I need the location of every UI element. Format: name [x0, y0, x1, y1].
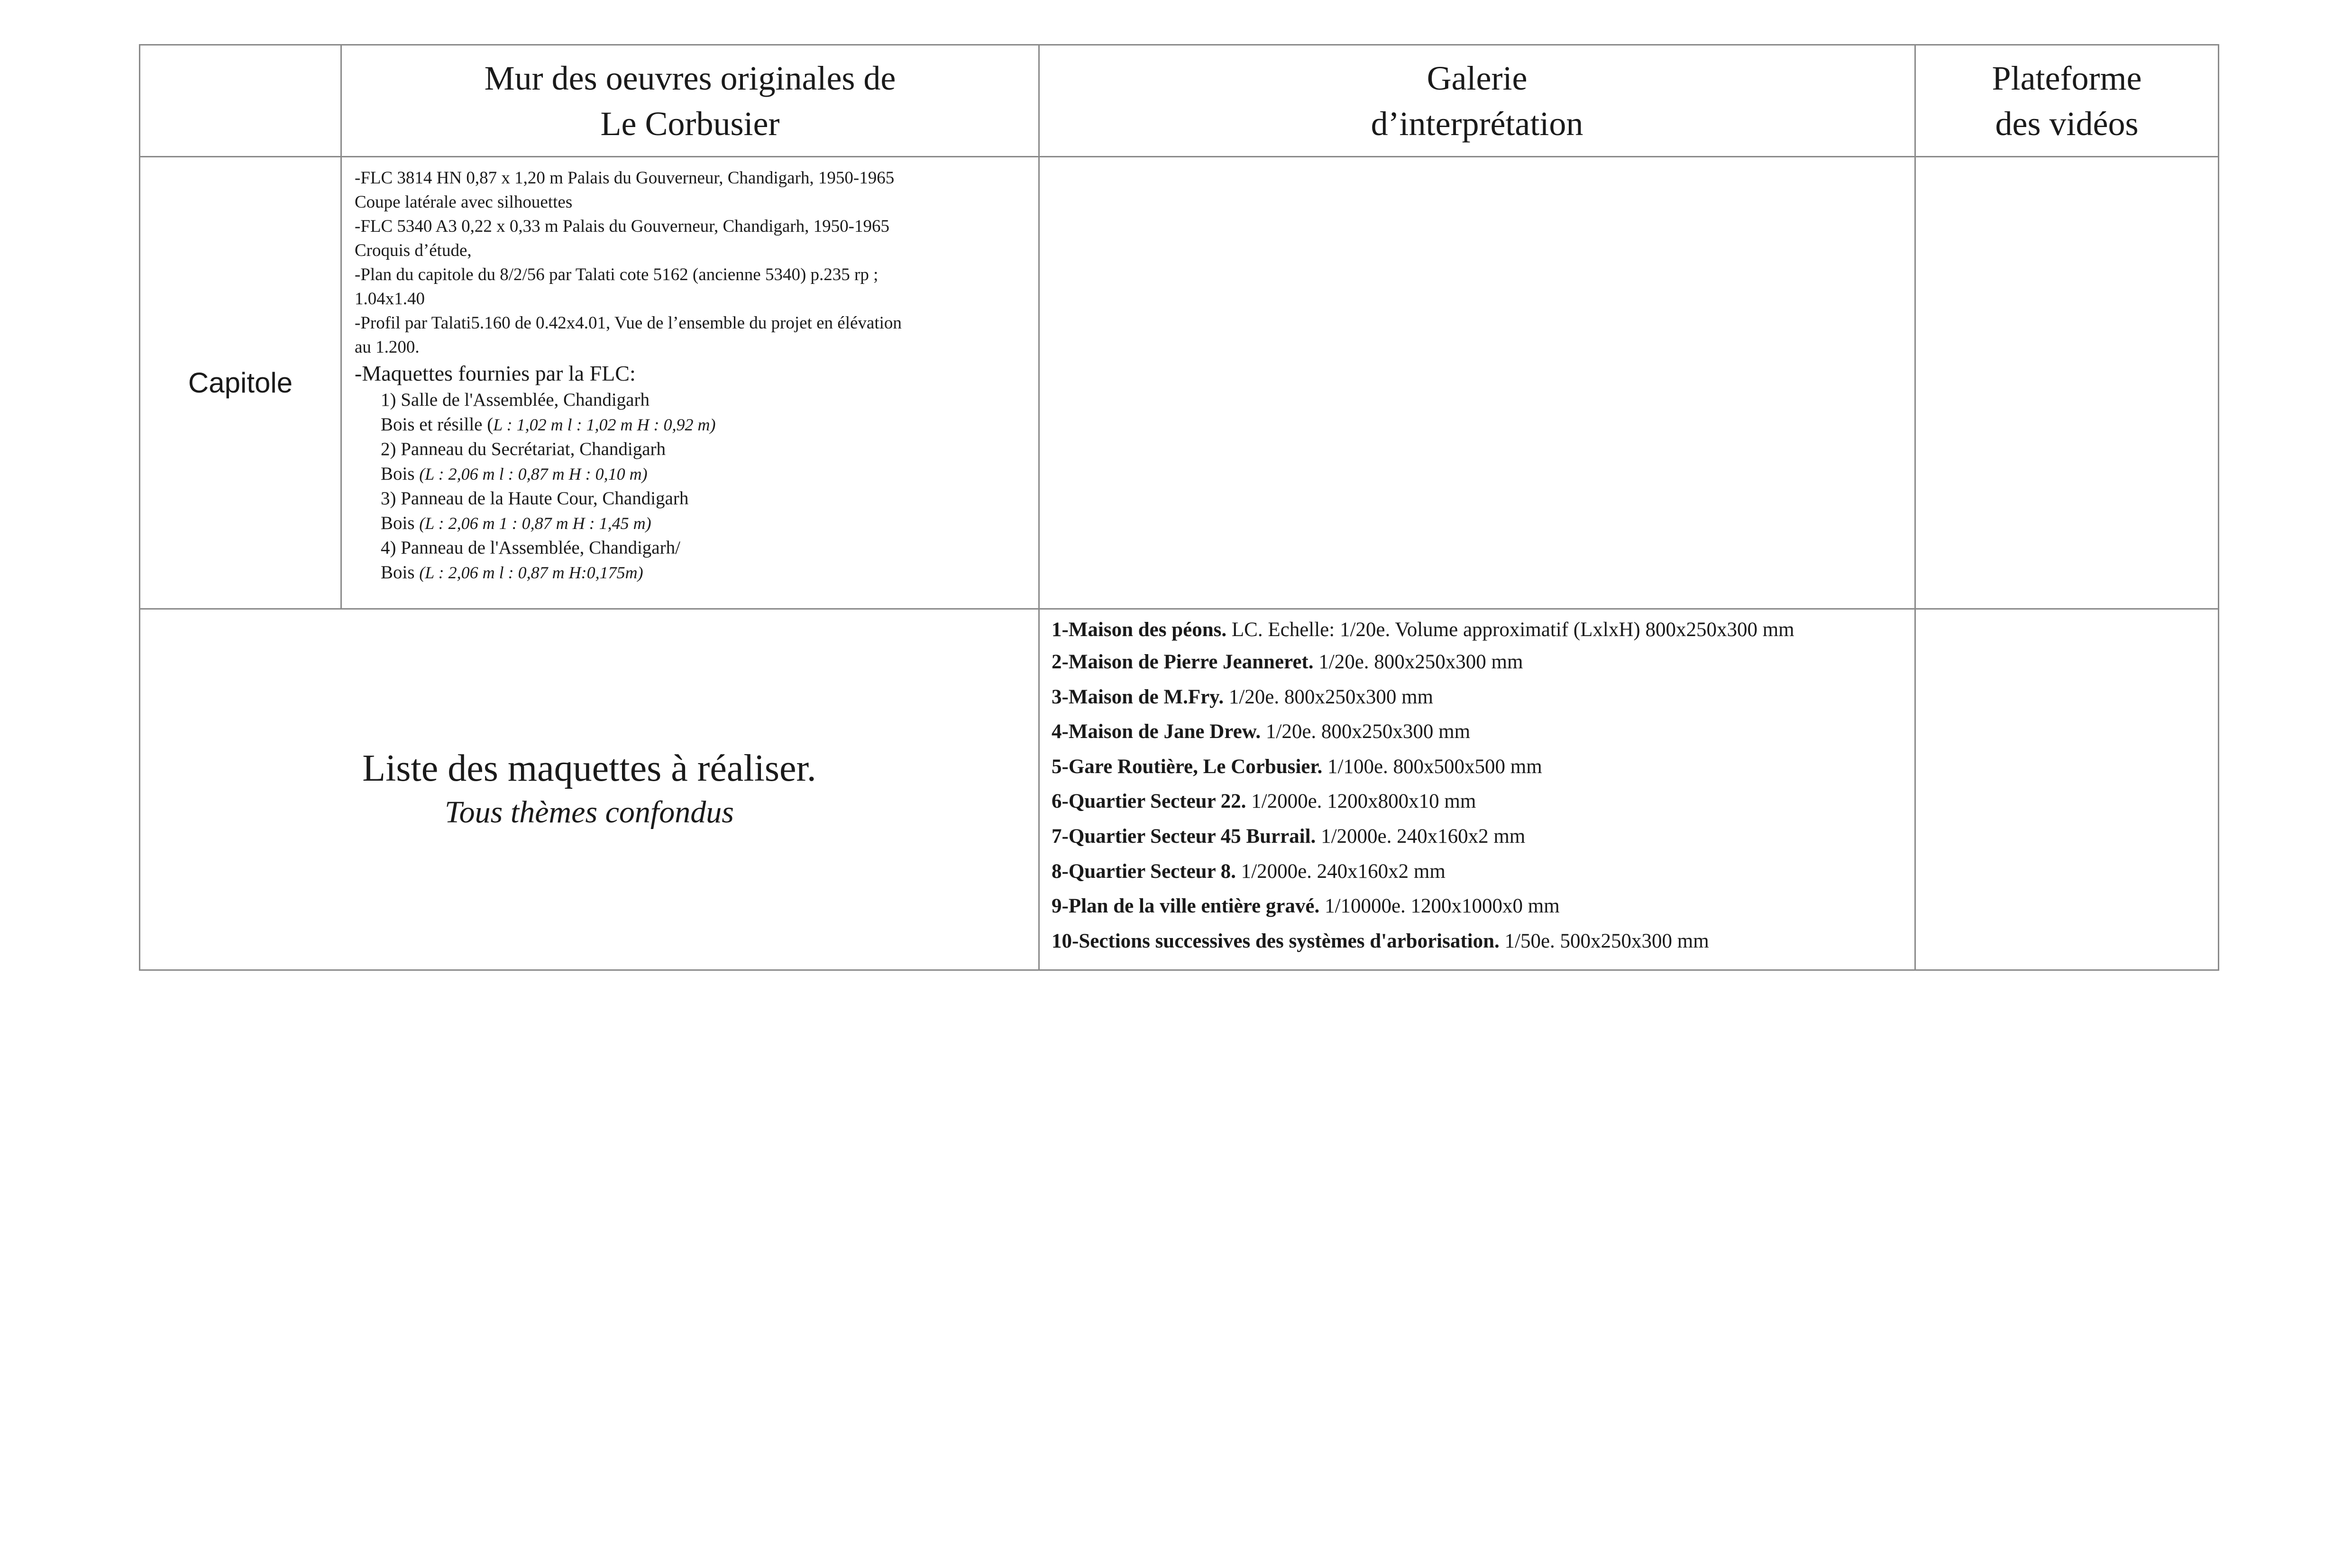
list-item-detail: 1/2000e. 240x160x2 mm	[1235, 860, 1446, 883]
list-item-detail: 1/100e. 800x500x500 mm	[1322, 755, 1542, 778]
work-line: au 1.200.	[355, 337, 420, 357]
model-dimensions: L : 1,02 m l : 1,02 m H : 0,92 m)	[493, 415, 716, 434]
table-border-right	[2218, 44, 2219, 971]
work-line: 1.04x1.40	[355, 289, 425, 309]
model-material: Bois et résille (	[381, 414, 494, 435]
list-item-name: 1-Maison des péons.	[1052, 619, 1227, 641]
header-empty-cell	[140, 46, 340, 156]
header-interpretation-gallery	[1040, 46, 1914, 156]
model-item	[355, 536, 1038, 585]
model-title: 2) Panneau du Secrétariat, Chandigarh	[381, 439, 666, 459]
model-item	[355, 437, 1038, 486]
list-item	[1052, 680, 1914, 715]
work-line: Croquis d’étude,	[355, 241, 472, 260]
header-video-line2: des vidéos	[1995, 104, 2139, 143]
capitole-gallery-cell	[1040, 157, 1914, 608]
header-original-works-line1: Mur des oeuvres originales de	[484, 59, 896, 97]
list-item-name: 9-Plan de la ville entière gravé.	[1052, 895, 1320, 918]
model-material: Bois	[381, 464, 420, 484]
work-line: -Plan du capitole du 8/2/56 par Talati cote 5162 (ancienne 5340) p.235 rp ;	[355, 265, 879, 284]
work-line: -FLC 5340 A3 0,22 x 0,33 m Palais du Gouverneur, Chandigarh, 1950-1965	[355, 217, 889, 236]
capitole-original-works	[342, 157, 1038, 608]
header-gallery-line1: Galerie	[1427, 59, 1528, 97]
header-original-works-line2: Le Corbusier	[600, 104, 780, 143]
model-item	[355, 486, 1038, 536]
list-item-detail: 1/10000e. 1200x1000x0 mm	[1319, 895, 1560, 918]
list-item-detail: LC. Echelle: 1/20e. Volume approximatif (LxlxH) 800x250x300 mm	[1226, 619, 1794, 641]
header-video-platform	[1916, 46, 2218, 156]
model-dimensions: (L : 2,06 m 1 : 0,87 m H : 1,45 m)	[419, 514, 651, 533]
list-item	[1052, 784, 1914, 819]
capitole-video-cell	[1916, 157, 2218, 608]
list-item-detail: 1/20e. 800x250x300 mm	[1224, 685, 1434, 708]
model-material: Bois	[381, 562, 420, 583]
models-to-build-list	[1040, 610, 1914, 969]
model-description	[381, 412, 1038, 437]
model-material: Bois	[381, 513, 420, 533]
list-item-detail: 1/2000e. 240x160x2 mm	[1316, 825, 1526, 848]
table-border-bottom	[139, 969, 2219, 971]
overview-table	[139, 44, 2219, 971]
models-list-title: Liste des maquettes à réaliser.	[362, 747, 816, 789]
list-item-name: 2-Maison de Pierre Jeanneret.	[1052, 651, 1314, 673]
header-original-works	[342, 46, 1038, 156]
model-description	[381, 511, 1038, 536]
list-item-name: 3-Maison de M.Fry.	[1052, 685, 1224, 708]
list-item-name: 8-Quartier Secteur 8.	[1052, 860, 1236, 883]
list-item-name: 5-Gare Routière, Le Corbusier.	[1052, 755, 1323, 778]
work-line: -FLC 3814 HN 0,87 x 1,20 m Palais du Gouverneur, Chandigarh, 1950-1965	[355, 168, 895, 188]
model-dimensions: (L : 2,06 m l : 0,87 m H:0,175m)	[419, 563, 643, 582]
model-description	[381, 560, 1038, 585]
list-item-detail: 1/2000e. 1200x800x10 mm	[1246, 790, 1476, 813]
work-line: -Profil par Talati5.160 de 0.42x4.01, Vue de l’ensemble du projet en élévation	[355, 313, 902, 333]
list-item-name: 4-Maison de Jane Drew.	[1052, 720, 1261, 743]
work-line: Coupe latérale avec silhouettes	[355, 192, 573, 212]
list-item-detail: 1/50e. 500x250x300 mm	[1499, 930, 1709, 952]
model-title: 3) Panneau de la Haute Cour, Chandigarh	[381, 488, 689, 509]
model-description	[381, 462, 1038, 486]
models-heading: -Maquettes fournies par la FLC:	[355, 361, 636, 385]
capitole-label: Capitole	[188, 367, 293, 399]
list-item-name: 7-Quartier Secteur 45 Burrail.	[1052, 825, 1316, 848]
list-item-detail: 1/20e. 800x250x300 mm	[1313, 651, 1523, 673]
model-dimensions: (L : 2,06 m l : 0,87 m H : 0,10 m)	[419, 465, 648, 483]
list-item	[1052, 854, 1914, 889]
models-video-cell	[1916, 610, 2218, 969]
list-item-name: 6-Quartier Secteur 22.	[1052, 790, 1246, 813]
list-item	[1052, 924, 1914, 959]
header-gallery-line2: d’interprétation	[1371, 104, 1583, 143]
capitole-label-cell	[140, 157, 340, 608]
models-list-title-cell	[140, 610, 1038, 969]
model-item	[355, 388, 1038, 437]
list-item	[1052, 645, 1914, 680]
list-item	[1052, 714, 1914, 749]
header-video-line1: Plateforme	[1992, 59, 2142, 97]
model-title: 4) Panneau de l'Assemblée, Chandigarh/	[381, 538, 680, 558]
list-item	[1052, 749, 1914, 784]
list-item	[1052, 615, 1914, 645]
list-item	[1052, 889, 1914, 924]
model-title: 1) Salle de l'Assemblée, Chandigarh	[381, 390, 650, 410]
list-item-name: 10-Sections successives des systèmes d'arborisation.	[1052, 930, 1500, 952]
list-item-detail: 1/20e. 800x250x300 mm	[1261, 720, 1471, 743]
list-item	[1052, 819, 1914, 854]
models-list-subtitle: Tous thèmes confondus	[445, 794, 734, 830]
